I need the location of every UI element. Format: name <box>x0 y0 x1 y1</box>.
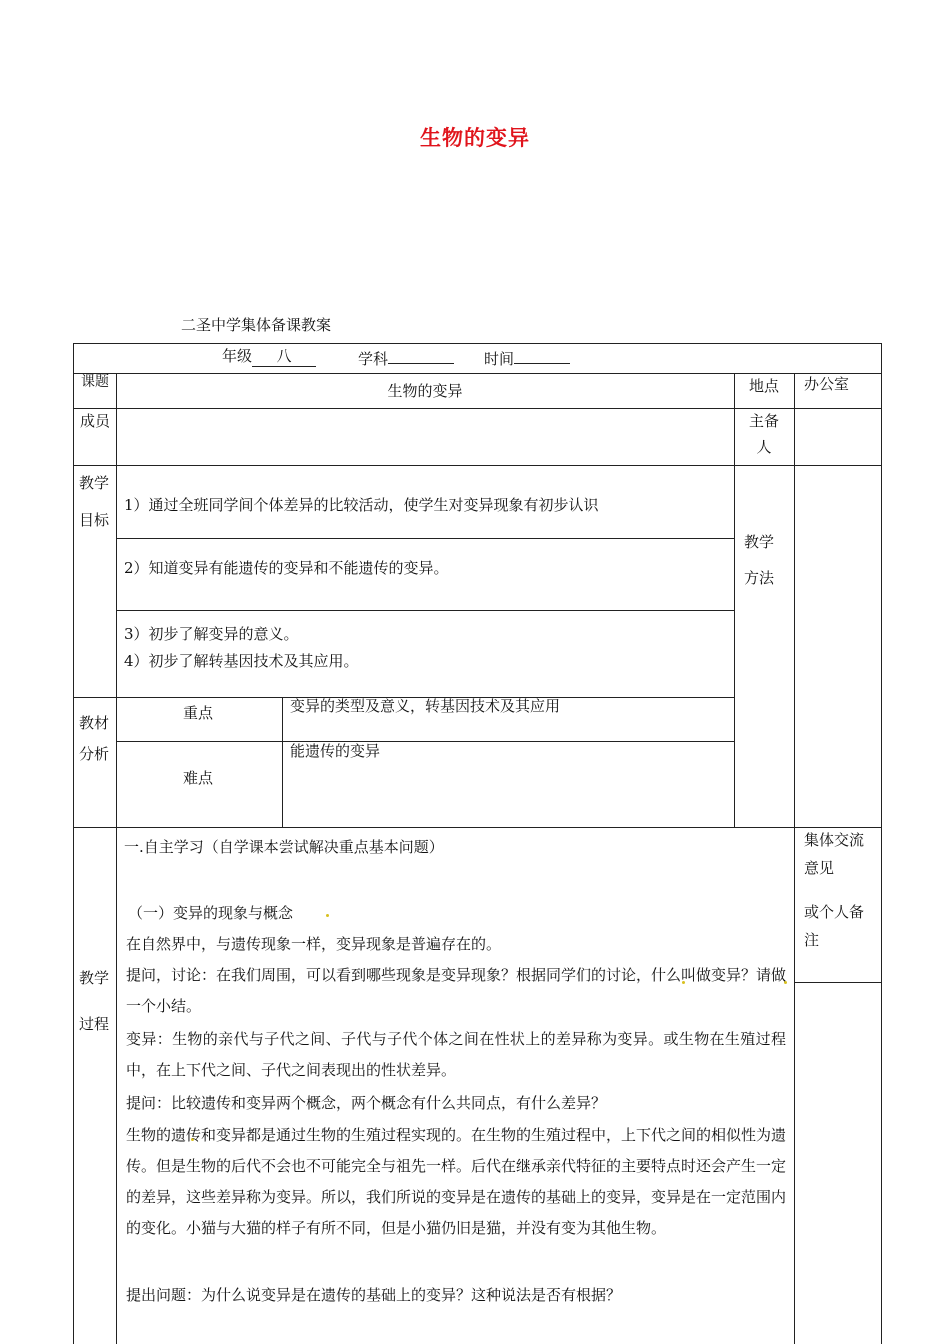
difficult-point-label: 难点 <box>183 769 214 787</box>
marker-dot <box>326 914 329 917</box>
key-point-label: 重点 <box>183 704 214 722</box>
topic-value: 生物的变异 <box>387 382 463 400</box>
paragraph-6: 提出问题：为什么说变异是在遗传的基础上的变异？这种说法是否有根据？ <box>126 1286 622 1304</box>
subsection-heading: （一）变异的现象与概念 <box>128 904 294 922</box>
grade-value: 八 <box>252 346 316 367</box>
time-label: 时间 <box>484 350 515 368</box>
header-grade <box>222 346 316 367</box>
header-time <box>484 346 570 369</box>
key-point-value: 变异的类型及意义，转基因技术及其应用 <box>290 697 561 715</box>
lead-teacher-label: 主备人 <box>748 412 779 456</box>
side-note-personal: 或个人备注 <box>804 903 865 949</box>
paragraph-5: 生物的遗传和变异都是通过生物的生殖过程实现的。在生物的生殖过程中，上下代之间的相似性为遗传。但是生物的后代不会也不可能完全与祖先一样。后代在继承亲代特征的主要特点时还会产生一定的差异，这些差异称为变异。所以，我们所说的变异是在遗传的基础上的变异，变异是在一定范围内的变化。小猫与大猫的样子有所不同，但是小猫仍旧是猫，并没有变为其他生物。 <box>126 1126 787 1237</box>
teaching-method-label: 教学方法 <box>744 533 775 587</box>
place-value: 办公室 <box>804 375 850 393</box>
section-heading: 一.自主学习（自学课本尝试解决重点基本问题） <box>124 838 444 856</box>
goals-label: 教学目标 <box>79 474 110 529</box>
goal-item-2: 2）知道变异有能遗传的变异和不能遗传的变异。 <box>124 559 449 577</box>
place-label: 地点 <box>748 377 779 395</box>
subject-value <box>388 346 454 364</box>
analysis-label: 教材分析 <box>79 714 110 763</box>
side-note-exchange: 集体交流意见 <box>804 831 865 877</box>
goal-item-4: 4）初步了解转基因技术及其应用。 <box>124 652 359 670</box>
grade-label: 年级 <box>222 347 253 365</box>
members-label: 成员 <box>80 412 111 430</box>
difficult-point-value: 能遗传的变异 <box>290 742 381 760</box>
page-title: 生物的变异 <box>420 125 530 150</box>
process-label: 教学过程 <box>79 969 110 1033</box>
paragraph-1: 在自然界中，与遗传现象一样，变异现象是普遍存在的。 <box>126 935 502 953</box>
goal-item-1: 1）通过全班同学间个体差异的比较活动，使学生对变异现象有初步认识 <box>124 496 599 514</box>
goal-item-3: 3）初步了解变异的意义。 <box>124 625 299 643</box>
subject-label: 学科 <box>358 350 389 368</box>
topic-label: 课题 <box>81 374 109 390</box>
school-heading: 二圣中学集体备课教案 <box>181 316 332 334</box>
paragraph-4: 提问：比较遗传和变异两个概念，两个概念有什么共同点，有什么差异？ <box>126 1094 607 1112</box>
header-subject <box>358 346 454 369</box>
time-value <box>514 346 570 364</box>
paragraph-3: 变异：生物的亲代与子代之间、子代与子代个体之间在性状上的差异称为变异。或生物在生殖过程中，在上下代之间、子代之间表现出的性状差异。 <box>126 1030 786 1079</box>
paragraph-2: 提问，讨论：在我们周围，可以看到哪些现象是变异现象？根据同学们的讨论，什么叫做变异？请做一个小结。 <box>126 966 787 1015</box>
